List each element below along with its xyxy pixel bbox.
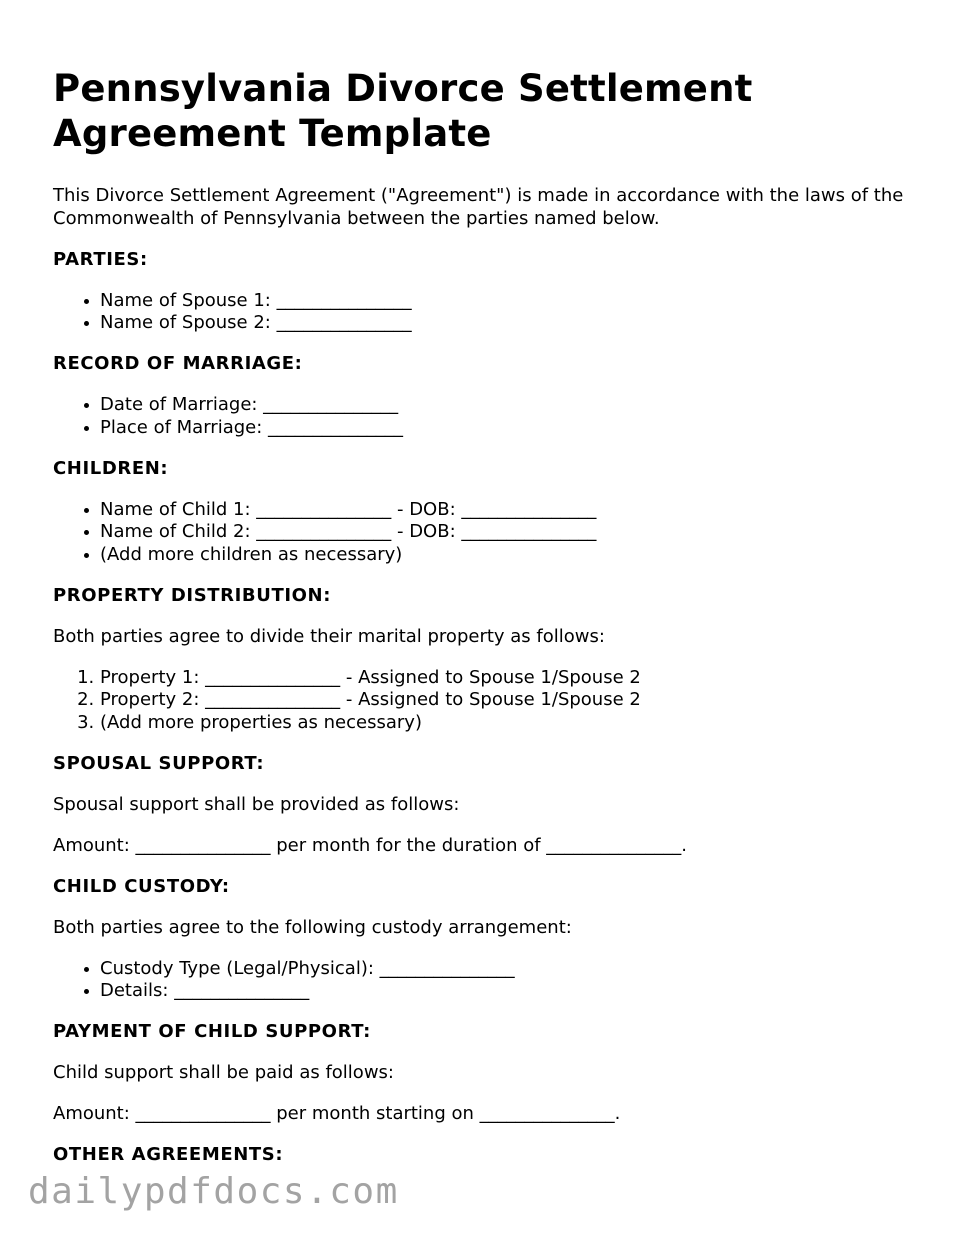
child-support-text: Child support shall be paid as follows: (53, 1062, 394, 1083)
property-list (53, 667, 913, 735)
spousal-support-amount: Amount: _______________ per month for the duration of _______________. (53, 834, 687, 856)
list-item: • Name of Spouse 2: _______________ (100, 312, 913, 335)
property-distribution-heading: PROPERTY DISTRIBUTION: (53, 584, 331, 606)
child-support-heading: PAYMENT OF CHILD SUPPORT: (53, 1021, 371, 1042)
document-page (53, 66, 913, 1185)
list-item: • Custody Type (Legal/Physical): _______________ (100, 958, 913, 981)
spousal-support-text: Spousal support shall be provided as follows: (53, 793, 460, 815)
child-support-amount: Amount: _______________ per month starting on _______________. (53, 1103, 621, 1124)
list-item: • Name of Child 1: _______________ - DOB: _______________ (100, 499, 913, 522)
intro-paragraph: This Divorce Settlement Agreement ("Agreement") is made in accordance with the laws of the Commonwealth of Pennsylvania between the parties named below. (53, 185, 904, 229)
watermark-text: dailypdfdocs.com (28, 1171, 399, 1212)
record-of-marriage-list (53, 394, 913, 439)
list-item: • Name of Spouse 1: _______________ (100, 290, 913, 313)
child-custody-text: Both parties agree to the following custody arrangement: (53, 916, 572, 938)
list-item: • Date of Marriage: _______________ (100, 394, 913, 417)
property-distribution-text: Both parties agree to divide their marital property as follows: (53, 625, 605, 647)
other-agreements-heading: OTHER AGREEMENTS: (53, 1144, 284, 1165)
parties-list (53, 290, 913, 335)
children-heading: CHILDREN: (53, 457, 169, 479)
child-custody-list (53, 958, 913, 1003)
document-title: Pennsylvania Divorce Settlement Agreement Template (53, 67, 753, 155)
list-item: 3. (Add more properties as necessary) (100, 712, 913, 735)
children-list (53, 499, 913, 567)
list-item: • Details: _______________ (100, 980, 913, 1003)
record-of-marriage-heading: RECORD OF MARRIAGE: (53, 353, 303, 374)
list-item: 1. Property 1: _______________ - Assigned to Spouse 1/Spouse 2 (100, 667, 913, 690)
list-item: • Place of Marriage: _______________ (100, 417, 913, 440)
list-item: • (Add more children as necessary) (100, 544, 913, 567)
spousal-support-heading: SPOUSAL SUPPORT: (53, 752, 265, 774)
list-item: 2. Property 2: _______________ - Assigned to Spouse 1/Spouse 2 (100, 689, 913, 712)
list-item: • Name of Child 2: _______________ - DOB: _______________ (100, 521, 913, 544)
parties-heading: PARTIES: (53, 248, 148, 270)
child-custody-heading: CHILD CUSTODY: (53, 875, 230, 897)
